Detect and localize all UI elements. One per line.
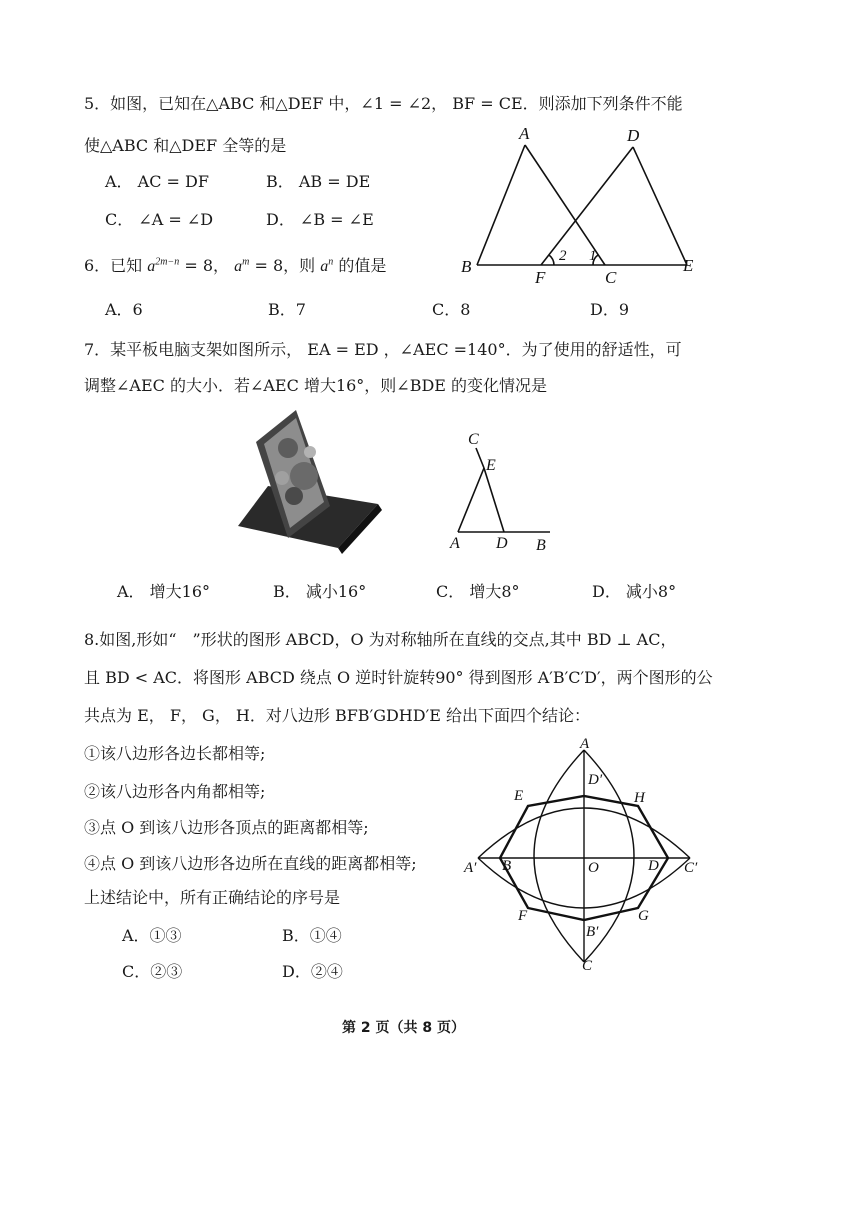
q6-exp3: n	[328, 256, 334, 268]
q8-option-a: A．①③	[122, 926, 182, 945]
label-d-prime: D′	[588, 772, 603, 788]
q8-conclusion-1: ①该八边形各边长都相等;	[84, 744, 266, 763]
q8-option-d: D．②④	[282, 962, 343, 981]
q8-prompt: 上述结论中，所有正确结论的序号是	[84, 888, 341, 907]
segment-ac	[525, 145, 605, 265]
label-b-prime: B′	[586, 924, 599, 940]
label-a-prime: A′	[464, 860, 477, 876]
q8-conclusion-3: ③点 O 到该八边形各顶点的距离都相等;	[84, 818, 369, 837]
label-a: A	[450, 535, 460, 552]
label-b: B	[461, 257, 472, 276]
q6-option-a: A．6	[105, 300, 143, 319]
q7-option-b: B． 减小16°	[273, 582, 367, 601]
shape-abcd-left-arc	[534, 750, 584, 962]
label-h: H	[634, 790, 645, 806]
q7-stem-line1: 7．某平板电脑支架如图所示， EA = ED ，∠AEC =140°．为了使用的舒适性，可	[84, 340, 682, 359]
q5-option-c: C． ∠A = ∠D	[105, 210, 214, 229]
segment-ed	[484, 468, 504, 532]
q8-stem-line1: 8.如图,形如“ ”形状的图形 ABCD，O 为对称轴所在直线的交点,其中 BD ⊥ AC，	[84, 630, 677, 649]
label-b: B	[536, 537, 546, 553]
q7-stem-line2: 调整∠AEC 的大小．若∠AEC 增大16°，则∠BDE 的变化情况是	[84, 376, 548, 395]
q8-option-c: C．②③	[122, 962, 183, 981]
label-o: O	[588, 860, 599, 876]
label-c: C	[582, 958, 593, 973]
page-footer: 第 2 页（共 8 页）	[342, 1020, 465, 1036]
q7-option-d: D． 减小8°	[592, 582, 677, 601]
q8-stem-line3: 共点为 E， F， G， H．对八边形 BFB′GDHD′E 给出下面四个结论：	[84, 706, 590, 725]
q8-conclusion-2: ②该八边形各内角都相等;	[84, 782, 266, 801]
segment-ae	[458, 468, 484, 532]
q7-option-a: A． 增大16°	[117, 582, 211, 601]
q6-option-d: D．9	[590, 300, 630, 319]
q6-option-c: C．8	[432, 300, 471, 319]
q5-stem-line2: 使△ABC 和△DEF 全等的是	[84, 136, 287, 155]
q6-stem	[84, 256, 386, 276]
label-e: E	[514, 788, 524, 804]
q8-stem-line2: 且 BD < AC．将图形 ABCD 绕点 O 逆时针旋转90° 得到图形 A′B′C′D′，两个图形的公	[84, 668, 713, 687]
label-d: D	[648, 858, 659, 874]
q6-expr-a1: a	[147, 258, 156, 275]
q6-expr-a3: a	[320, 258, 329, 275]
q6-eq2: = 8，则	[254, 256, 316, 275]
label-e: E	[486, 457, 496, 474]
label-a: A	[580, 738, 590, 752]
label-c: C	[605, 268, 617, 287]
segment-ba	[477, 145, 525, 265]
q6-exp2: m	[242, 256, 250, 268]
label-d: D	[496, 535, 508, 552]
angle-2-arc	[549, 255, 554, 265]
label-angle-1: 1	[589, 248, 597, 264]
q6-eq1: = 8，	[184, 256, 230, 275]
q8-option-b: B．①④	[282, 926, 342, 945]
q5-option-d: D． ∠B = ∠E	[266, 210, 374, 229]
q7-geometry-figure	[440, 428, 560, 553]
q6-option-b: B．7	[268, 300, 306, 319]
segment-fd	[541, 147, 633, 265]
q6-expr-a2: a	[234, 258, 243, 275]
q5-triangles-figure	[455, 125, 700, 290]
label-g: G	[638, 908, 649, 924]
tablet-stand-photo	[238, 398, 398, 558]
q6-suffix: 的值是	[338, 256, 387, 275]
label-b: B	[502, 858, 512, 874]
label-d: D	[627, 126, 640, 145]
q7-option-c: C． 增大8°	[436, 582, 520, 601]
segment-de	[633, 147, 687, 265]
segment-ec	[476, 448, 484, 468]
label-a: A	[519, 125, 530, 143]
q8-conclusion-4: ④点 O 到该八边形各边所在直线的距离都相等;	[84, 854, 417, 873]
label-f: F	[518, 908, 528, 924]
label-angle-2: 2	[559, 248, 567, 264]
q6-prefix: 6．已知	[84, 256, 143, 275]
label-f: F	[535, 268, 546, 287]
label-c: C	[468, 431, 479, 448]
q5-stem-line1: 5．如图，已知在△ABC 和△DEF 中，∠1 = ∠2， BF = CE．则添加下列条件不能	[84, 94, 683, 113]
label-c-prime: C′	[684, 860, 698, 876]
q8-octagon-figure	[462, 738, 707, 973]
q6-exp1: 2m−n	[155, 256, 180, 268]
label-e: E	[683, 256, 694, 275]
q5-option-a: A． AC = DF	[105, 172, 209, 191]
q5-option-b: B． AB = DE	[266, 172, 371, 191]
